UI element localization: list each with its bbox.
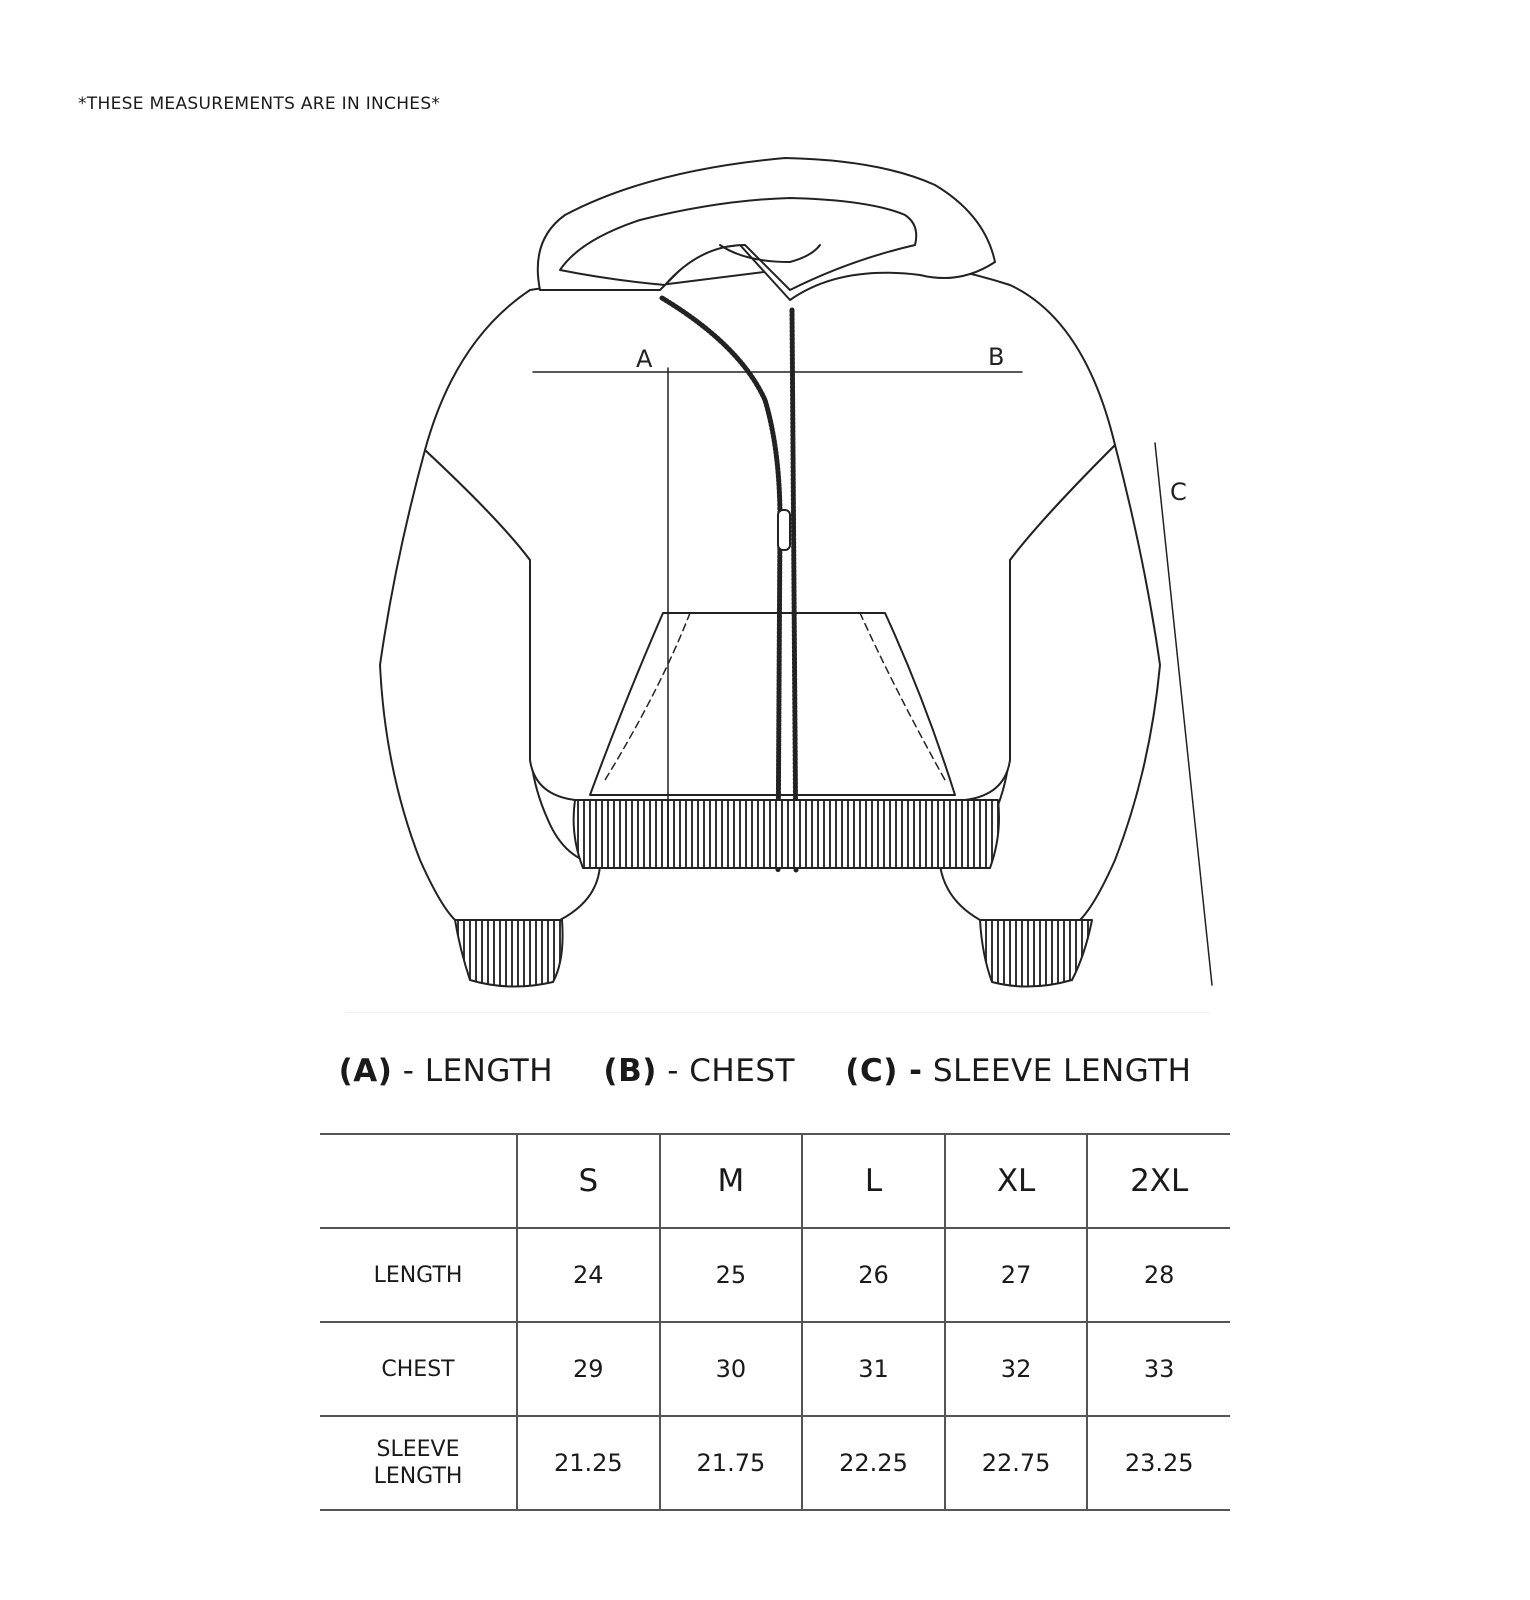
table-cell: 23.25 (1087, 1416, 1230, 1510)
label-c: C (1170, 478, 1187, 506)
size-header: 2XL (1087, 1134, 1230, 1228)
legend-item-sleeve: (C) - SLEEVE LENGTH (845, 1053, 1192, 1089)
header-blank-cell (320, 1134, 517, 1228)
size-header-row (320, 1134, 1230, 1228)
right-cuff (980, 920, 1092, 987)
legend-item-chest: (B) - CHEST (603, 1053, 795, 1089)
size-header: XL (945, 1134, 1088, 1228)
table-cell: 22.25 (802, 1416, 945, 1510)
section-divider (345, 1012, 1210, 1013)
table-cell: 24 (517, 1228, 660, 1322)
table-cell: 21.75 (660, 1416, 803, 1510)
row-label-sleeve-length: SLEEVE LENGTH (320, 1416, 517, 1510)
table-cell: 28 (1087, 1228, 1230, 1322)
size-header: M (660, 1134, 803, 1228)
row-label-length: LENGTH (320, 1228, 517, 1322)
table-row (320, 1228, 1230, 1322)
table-cell: 31 (802, 1322, 945, 1416)
legend-item-length: (A) - LENGTH (338, 1053, 554, 1089)
size-header: L (802, 1134, 945, 1228)
zipper-pull (778, 510, 790, 550)
table-cell: 25 (660, 1228, 803, 1322)
hem-ribbing (574, 800, 999, 868)
table-cell: 33 (1087, 1322, 1230, 1416)
table-row (320, 1322, 1230, 1416)
left-cuff (455, 920, 563, 987)
size-header: S (517, 1134, 660, 1228)
measurement-legend (0, 1053, 1530, 1089)
label-a: A (636, 345, 653, 373)
measure-line-c (1155, 443, 1212, 985)
table-cell: 26 (802, 1228, 945, 1322)
row-label-chest: CHEST (320, 1322, 517, 1416)
measurement-unit-note: *THESE MEASUREMENTS ARE IN INCHES* (78, 94, 441, 114)
table-cell: 22.75 (945, 1416, 1088, 1510)
label-b: B (988, 343, 1005, 371)
size-chart-table (320, 1133, 1230, 1511)
table-row (320, 1416, 1230, 1510)
table-cell: 30 (660, 1322, 803, 1416)
table-cell: 21.25 (517, 1416, 660, 1510)
table-cell: 32 (945, 1322, 1088, 1416)
table-cell: 29 (517, 1322, 660, 1416)
table-cell: 27 (945, 1228, 1088, 1322)
